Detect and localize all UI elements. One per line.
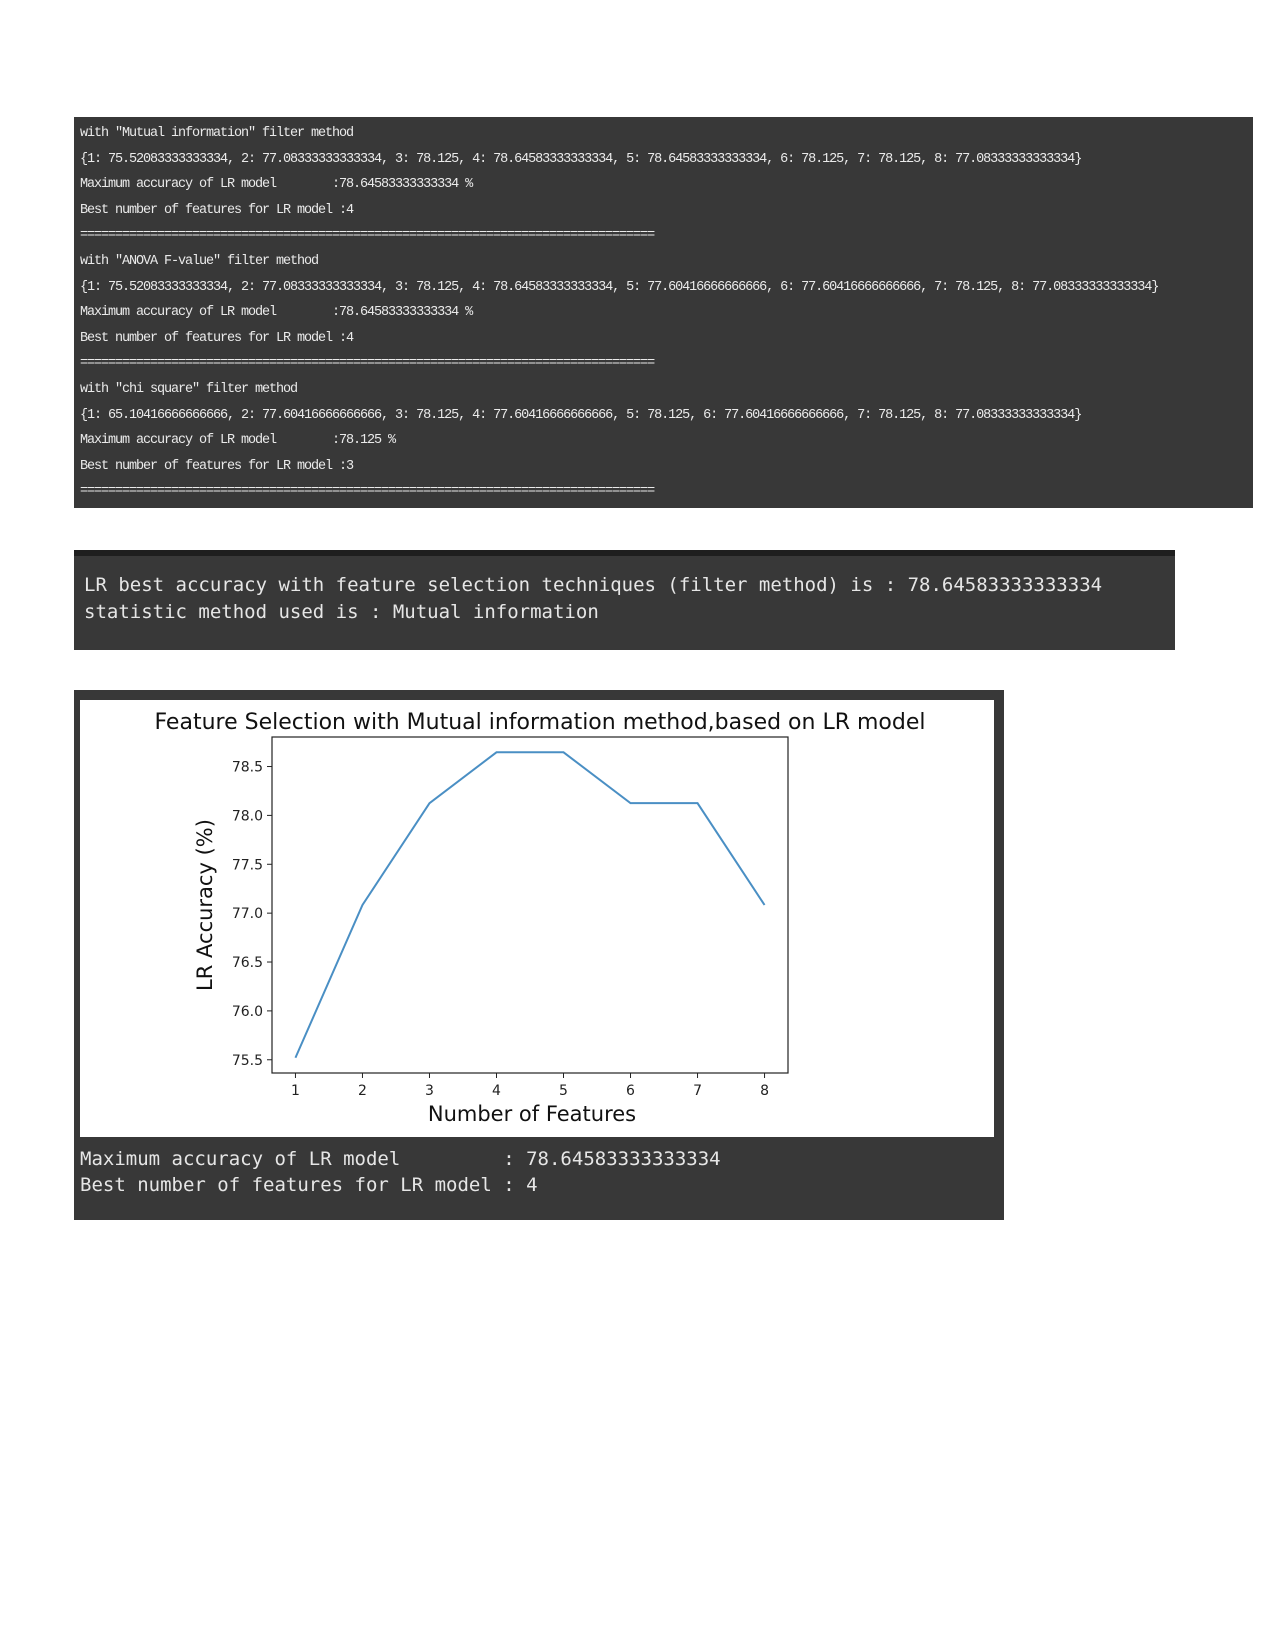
- output-panel-best-accuracy: [74, 550, 1175, 650]
- x-axis: [291, 1073, 769, 1099]
- x-tick-label: 1: [290, 1083, 300, 1099]
- output-line: Maximum accuracy of LR model :78.64583333333334 %: [80, 305, 473, 321]
- y-tick-label: 76.0: [231, 1003, 263, 1020]
- x-tick-label: 8: [760, 1083, 770, 1099]
- y-tick-label: 78.0: [231, 808, 263, 825]
- output-line: {1: 75.52083333333334, 2: 77.08333333333334, 3: 78.125, 4: 78.64583333333334, 5: 78.64583333333334, 6: 78.125, 7: 78.125, 8: 77.08333333333334}: [80, 151, 1082, 167]
- y-tick-label: 78.5: [231, 759, 263, 776]
- output-line: Maximum accuracy of LR model :78.64583333333334 %: [80, 177, 473, 193]
- output-line: ==================================================================================: [80, 356, 655, 372]
- output-line: ==================================================================================: [80, 228, 655, 244]
- line-chart: [80, 700, 994, 1137]
- output-line: Best number of features for LR model :4: [80, 330, 354, 346]
- y-tick-label: 75.5: [231, 1052, 263, 1069]
- output-line: Best number of features for LR model :4: [80, 202, 354, 218]
- x-tick-label: 6: [626, 1083, 635, 1099]
- y-tick-label: 77.5: [231, 857, 263, 874]
- x-tick-label: 4: [492, 1083, 501, 1099]
- x-tick-label: 2: [358, 1083, 367, 1099]
- output-line: Best number of features for LR model :3: [80, 458, 354, 474]
- output-line: {1: 65.10416666666666, 2: 77.60416666666666, 3: 78.125, 4: 77.60416666666666, 5: 78.125, 6: 77.60416666666666, 7: 78.125, 8: 77.08333333333334}: [80, 407, 1082, 423]
- x-tick-label: 3: [425, 1083, 434, 1099]
- y-tick-label: 77.0: [231, 906, 263, 923]
- y-tick-label: 76.5: [231, 955, 263, 972]
- x-tick-label: 7: [693, 1083, 702, 1099]
- plot-area: [272, 737, 788, 1073]
- max-accuracy-line: Maximum accuracy of LR model : 78.64583333333334: [80, 1148, 721, 1170]
- output-line: with "chi square" filter method: [80, 381, 298, 397]
- y-axis-label: LR Accuracy (%): [193, 819, 217, 991]
- output-line: ==================================================================================: [80, 484, 655, 500]
- best-accuracy-line: LR best accuracy with feature selection techniques (filter method) is : 78.64583333333334: [84, 574, 1103, 596]
- best-features-line: Best number of features for LR model : 4: [80, 1174, 538, 1196]
- y-axis: [232, 760, 272, 1069]
- chart-title: Feature Selection with Mutual information method,based on LR model: [154, 710, 926, 735]
- output-line: with "ANOVA F-value" filter method: [80, 253, 319, 269]
- output-panel-chart: [74, 690, 1004, 1220]
- output-line: with "Mutual information" filter method: [80, 126, 354, 141]
- output-line: Maximum accuracy of LR model :78.125 %: [80, 433, 396, 449]
- statistic-method-line: statistic method used is : Mutual information: [84, 601, 599, 623]
- chart-figure: [80, 700, 994, 1137]
- x-axis-label: Number of Features: [427, 1102, 637, 1126]
- output-line: {1: 75.52083333333334, 2: 77.08333333333334, 3: 78.125, 4: 78.64583333333334, 5: 77.60416666666666, 6: 77.60416666666666, 7: 78.125, 8: 77.08333333333334}: [80, 279, 1159, 295]
- output-panel-feature-filter-methods: [74, 117, 1253, 508]
- x-tick-label: 5: [559, 1083, 568, 1099]
